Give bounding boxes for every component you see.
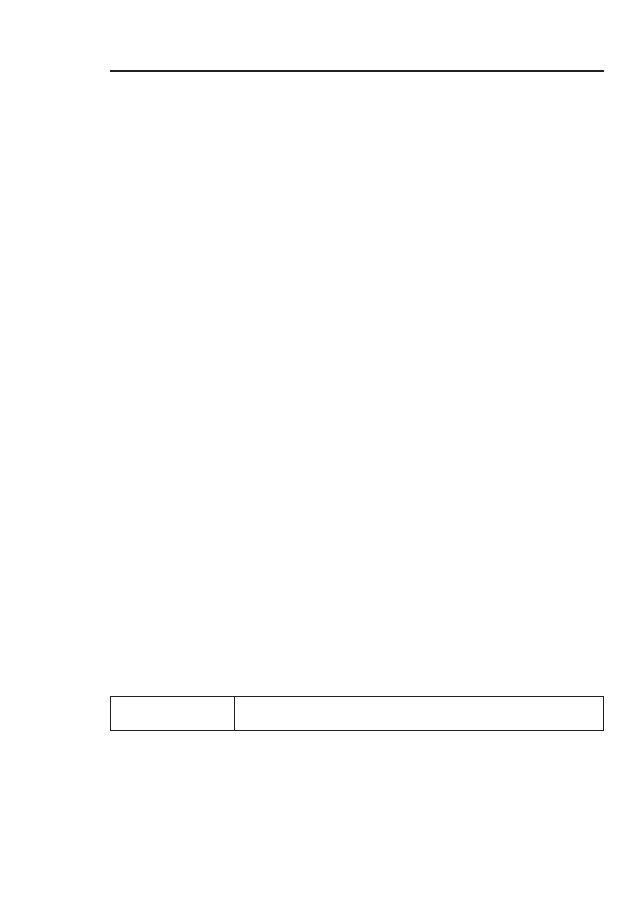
tasks-content-cell	[235, 697, 604, 731]
financing-continuation-table	[110, 70, 604, 72]
table-left-cell	[111, 71, 242, 72]
financing-text-cell	[242, 71, 604, 72]
subprogram-tasks-table	[110, 696, 604, 731]
tasks-label-line	[117, 697, 234, 714]
tasks-label-line	[117, 714, 234, 731]
tasks-label-cell	[111, 697, 235, 731]
